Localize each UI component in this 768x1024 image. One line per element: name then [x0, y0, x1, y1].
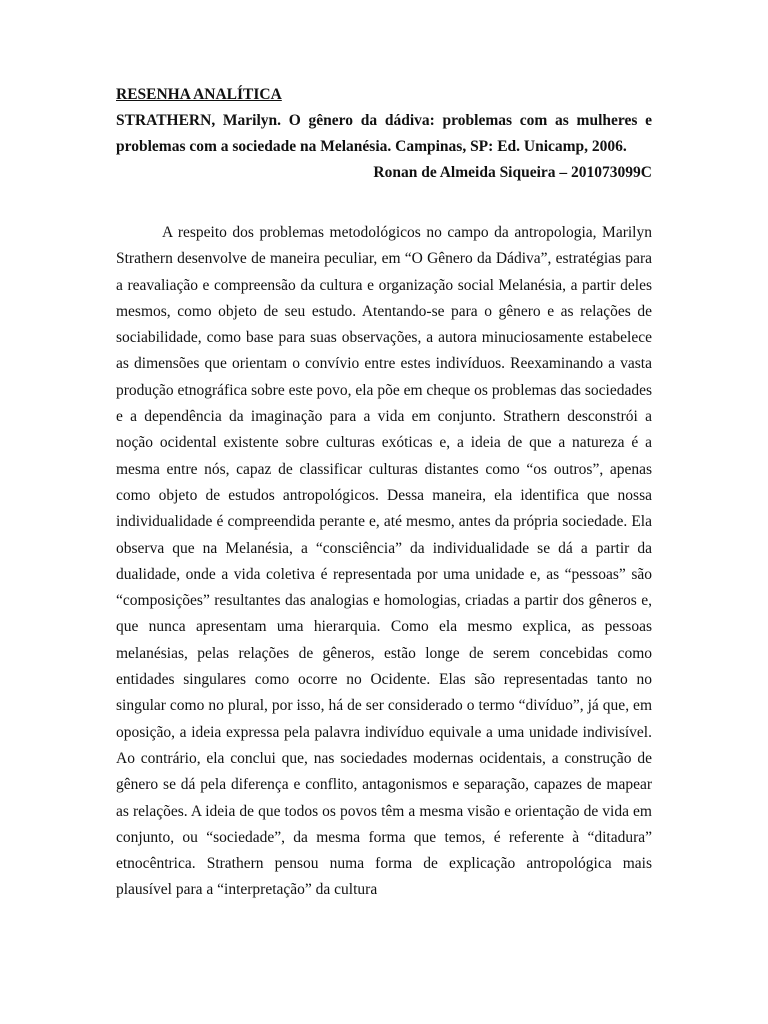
bibliographic-reference: STRATHERN, Marilyn. O gênero da dádiva: problemas com as mulheres e problemas com a sociedade na Melanésia. Campinas, SP: Ed. Unicamp, 2006. — [116, 112, 652, 155]
author-line: Ronan de Almeida Siqueira – 201073099C — [373, 164, 652, 181]
body-paragraph: A respeito dos problemas metodológicos no campo da antropologia, Marilyn Strathern desenvolve de maneira peculiar, em “O Gênero da Dádiva”, estratégias para a reavaliação e compreensão da cultura e organização social Melanésia, a partir deles mesmos, como objeto de seu estudo. Atentando-se para o gênero e as relações de sociabilidade, como base para suas observações, a autora minuciosamente estabelece as dimensões que orientam o convívio entre estes indivíduos. Reexaminando a vasta produção etnográfica sobre este povo, ela põe em cheque os problemas das sociedades e a dependência da imaginação para a vida em conjunto. Strathern desconstrói a noção ocidental existente sobre culturas exóticas e, a ideia de que a natureza é a mesma entre nós, capaz de classificar culturas distantes como “os outros”, apenas como objeto de estudos antropológicos. Dessa maneira, ela identifica que nossa individualidade é compreendida perante e, até mesmo, antes da própria sociedade. Ela observa que na Melanésia, a “consciência” da individualidade se dá a partir da dualidade, onde a vida coletiva é representada por uma unidade e, as “pessoas” são “composições” resultantes das analogias e homologias, criadas a partir dos gêneros e, que nunca apresentam uma hierarquia. Como ela mesmo explica, as pessoas melanésias, pelas relações de gêneros, estão longe de serem concebidas como entidades singulares como ocorre no Ocidente. Elas são representadas tanto no singular como no plural, por isso, há de ser considerado o termo “divíduo”, já que, em oposição, a ideia expressa pela palavra indivíduo equivale a uma unidade indivisível. Ao contrário, ela conclui que, nas sociedades modernas ocidentais, a construção de gênero se dá pela diferença e conflito, antagonismos e separação, capazes de mapear as relações. A ideia de que todos os povos têm a mesma visão e orientação de vida em conjunto, ou “sociedade”, da mesma forma que temos, é referente à “ditadura” etnocêntrica. Strathern pensou numa forma de explicação antropológica mais plausível para a “interpretação” da cultura — [116, 224, 652, 899]
document-content — [116, 82, 652, 904]
document-heading: RESENHA ANALÍTICA — [116, 86, 282, 103]
